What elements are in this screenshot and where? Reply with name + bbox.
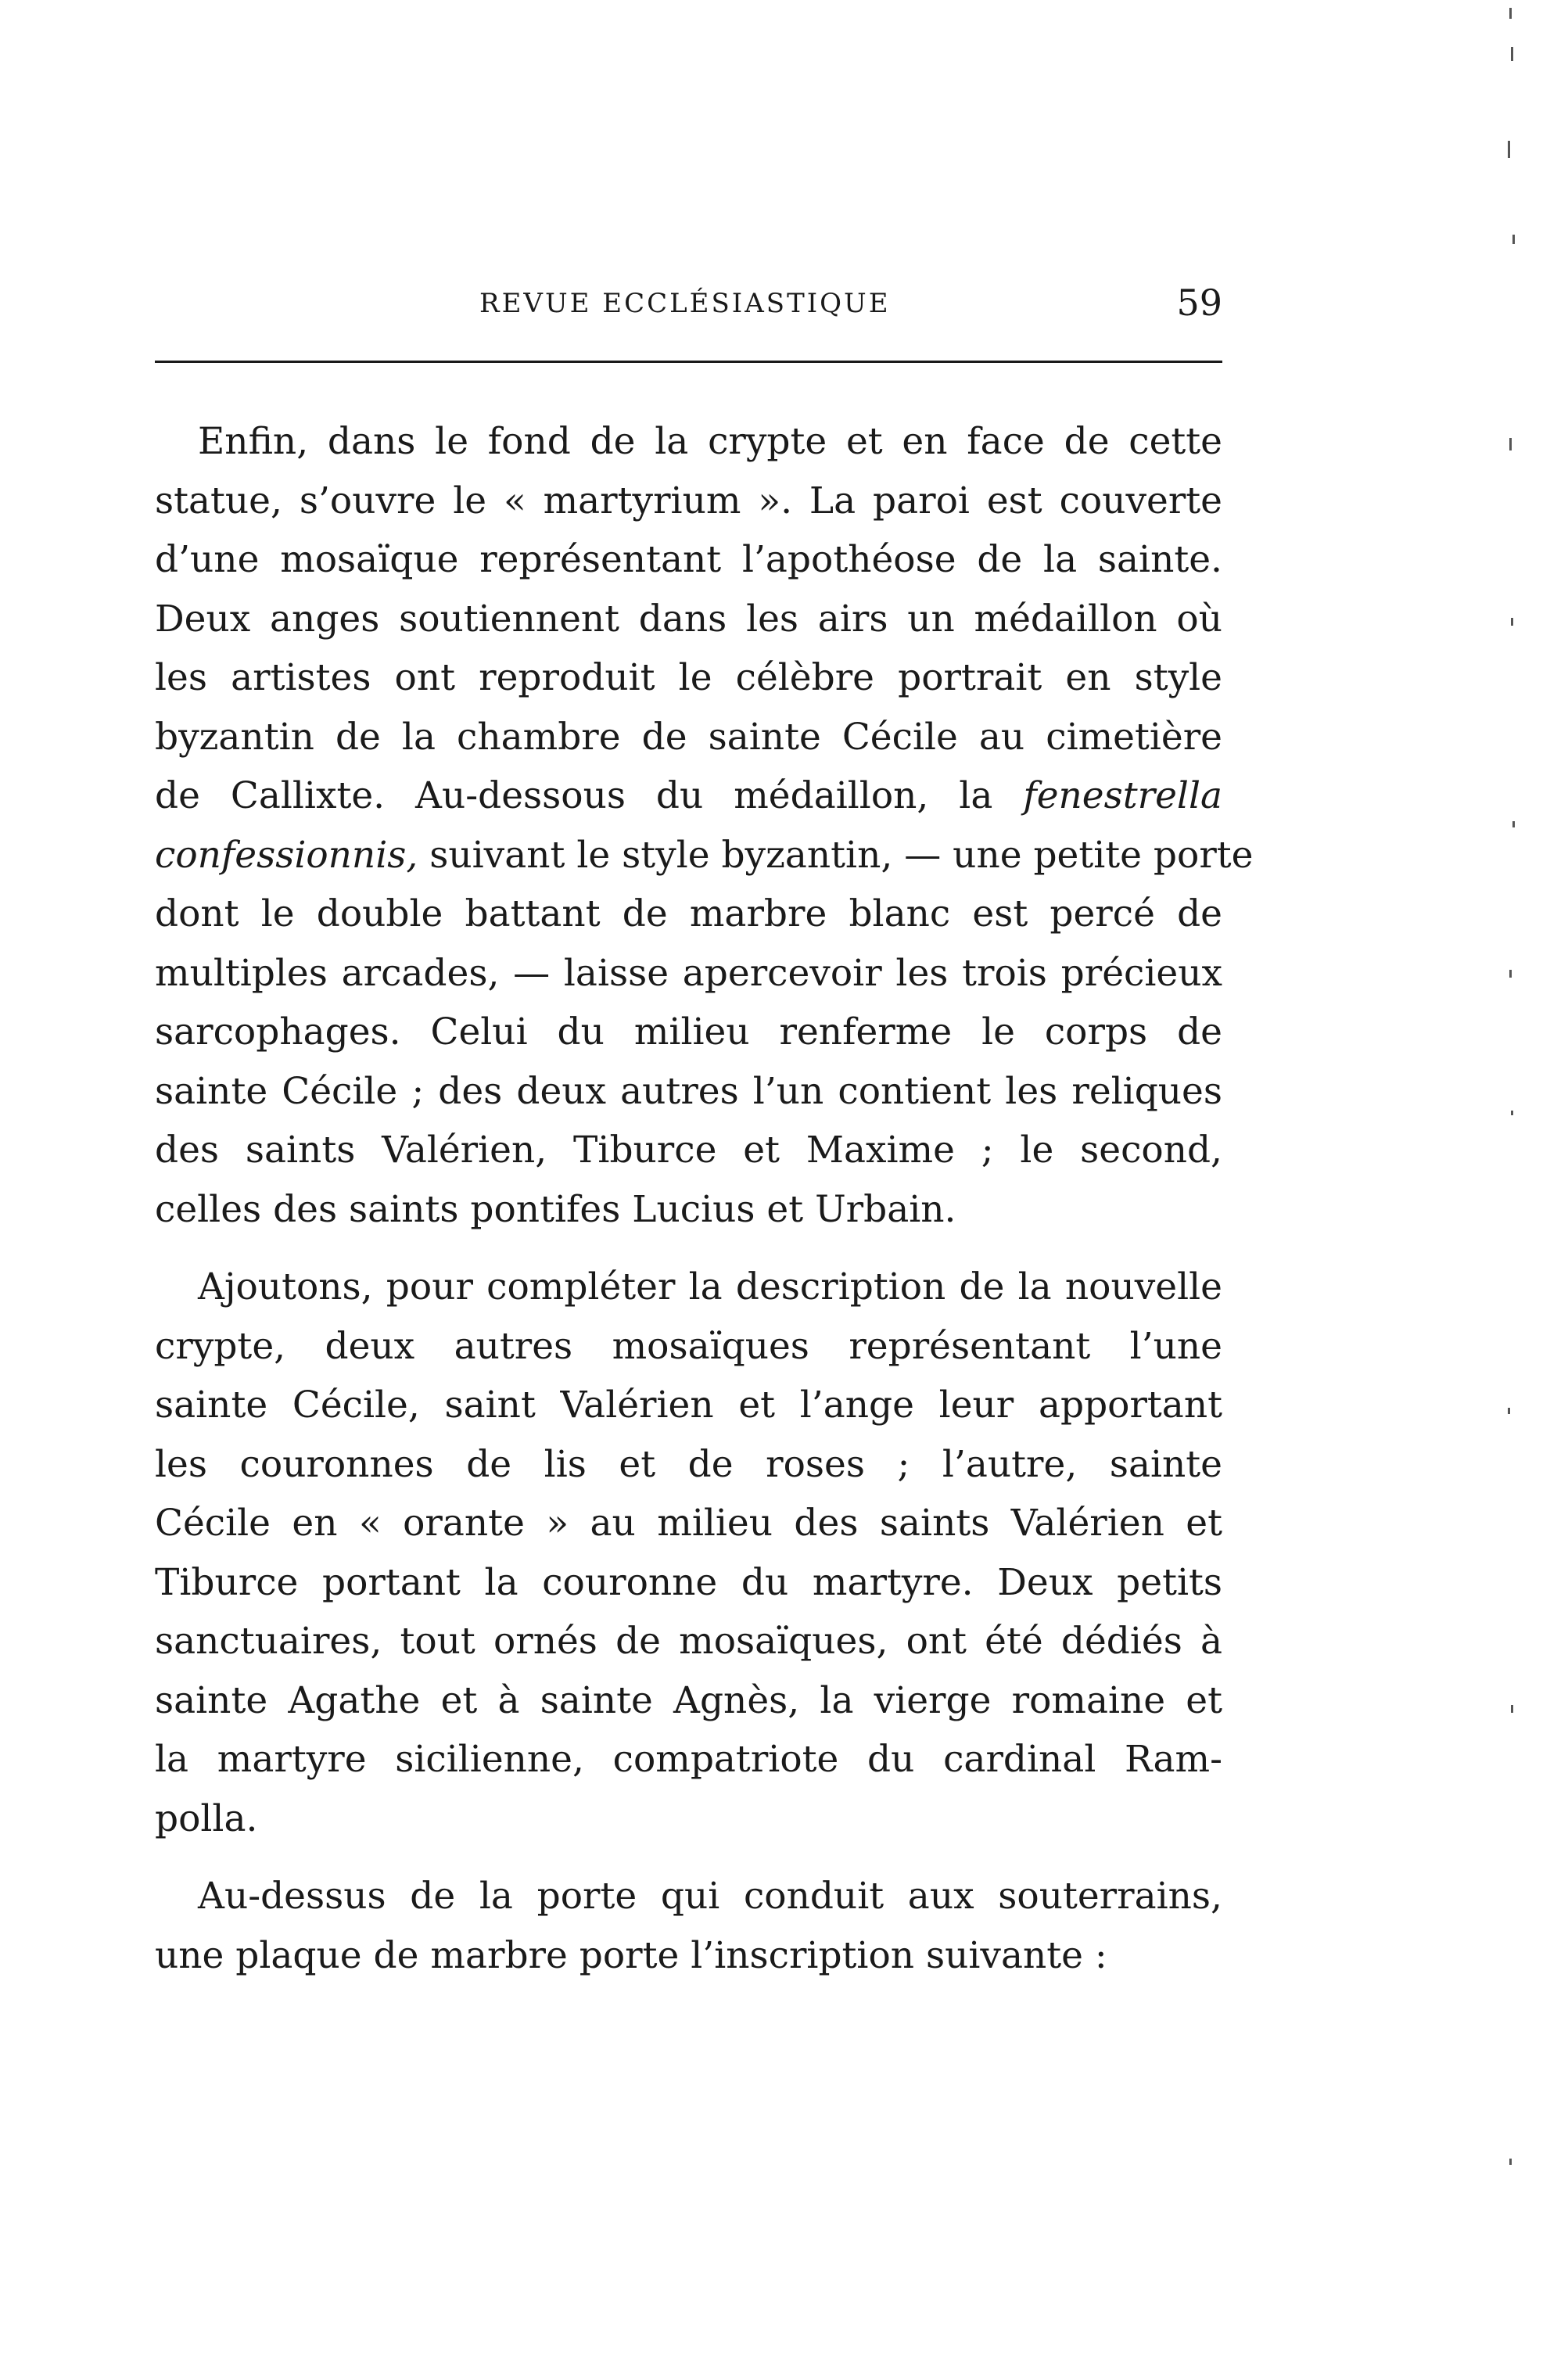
text-line: Au-dessus de la porte qui conduit aux souterrains, — [198, 1875, 1222, 1918]
text-line: byzantin de la chambre de sainte Cécile au cimetière — [155, 715, 1222, 759]
scan-speck — [1511, 1111, 1513, 1115]
text-line: multiples arcades, — laisse apercevoir les trois précieux — [155, 951, 1222, 995]
text-segment: de Callixte. Au-dessous du médaillon, la — [155, 774, 993, 817]
text-line: statue, s’ouvre le « martyrium ». La paroi est couverte — [155, 479, 1222, 522]
page-number: 59 — [1176, 282, 1222, 324]
scan-speck — [1511, 47, 1513, 61]
text-line — [155, 766, 1222, 826]
scan-speck — [1511, 618, 1513, 626]
text-line: sainte Agathe et à sainte Agnès, la vierge romaine et — [155, 1678, 1222, 1722]
scan-speck — [1509, 438, 1512, 450]
text-line: d’une mosaïque représentant l’apothéose de la sainte. — [155, 538, 1222, 581]
scan-speck — [1509, 970, 1512, 978]
text-line: dont le double battant de marbre blanc est percé de — [155, 892, 1222, 935]
text-line: Tiburce portant la couronne du martyre. Deux petits — [155, 1560, 1222, 1604]
running-head — [155, 282, 1222, 336]
scan-speck — [1508, 141, 1510, 158]
paragraph-2 — [155, 1258, 1222, 1848]
text-line: Ajoutons, pour compléter la description de la nouvelle — [198, 1265, 1222, 1308]
paragraph-1 — [155, 412, 1254, 1239]
text-line: Deux anges soutiennent dans les airs un médaillon où — [155, 597, 1222, 641]
text-line: sanctuaires, tout ornés de mosaïques, ont été dédiés à — [155, 1620, 1222, 1663]
body-text — [155, 412, 1254, 1985]
text-line: la martyre sicilienne, compatriote du cardinal Ram- — [155, 1738, 1222, 1781]
text-line: Enfin, dans le fond de la crypte et en face de cette — [198, 420, 1222, 463]
paragraph-gap — [155, 1848, 1222, 1867]
text-line: sarcophages. Celui du milieu renferme le corps de — [155, 1010, 1222, 1053]
text-line: Cécile en « orante » au milieu des saints Valérien et — [155, 1502, 1222, 1545]
paragraph-gap — [155, 1239, 1222, 1258]
paragraph-3 — [155, 1867, 1222, 1985]
header-rule — [155, 361, 1222, 363]
text-line: des saints Valérien, Tiburce et Maxime ; le second, — [155, 1129, 1222, 1172]
text-line: sainte Cécile, saint Valérien et l’ange leur apportant — [155, 1384, 1222, 1427]
text-line — [155, 826, 1254, 885]
text-line: les artistes ont reproduit le célèbre portrait en style — [155, 656, 1222, 699]
italic-term: fenestrella — [1023, 774, 1222, 817]
scan-edge-marks — [1502, 0, 1568, 2376]
scan-speck — [1511, 1705, 1513, 1713]
scan-speck — [1512, 235, 1515, 244]
text-line: une plaque de marbre porte l’inscription suivante : — [155, 1933, 1107, 1977]
text-line: celles des saints pontifes Lucius et Urbain. — [155, 1187, 956, 1231]
text-segment: suivant le style byzantin, — une petite porte — [418, 833, 1254, 877]
scan-speck — [1509, 2159, 1512, 2165]
text-line: sainte Cécile ; des deux autres l’un contient les reliques — [155, 1069, 1222, 1113]
scan-speck — [1508, 1408, 1510, 1414]
running-title: REVUE ECCLÉSIASTIQUE — [479, 288, 891, 319]
text-line: crypte, deux autres mosaïques représentant l’une — [155, 1324, 1222, 1368]
italic-term: confessionnis, — [155, 833, 418, 877]
text-line: polla. — [155, 1796, 258, 1840]
scan-speck — [1512, 821, 1515, 827]
scan-speck — [1509, 8, 1512, 19]
text-line: les couronnes de lis et de roses ; l’autre, sainte — [155, 1442, 1222, 1486]
